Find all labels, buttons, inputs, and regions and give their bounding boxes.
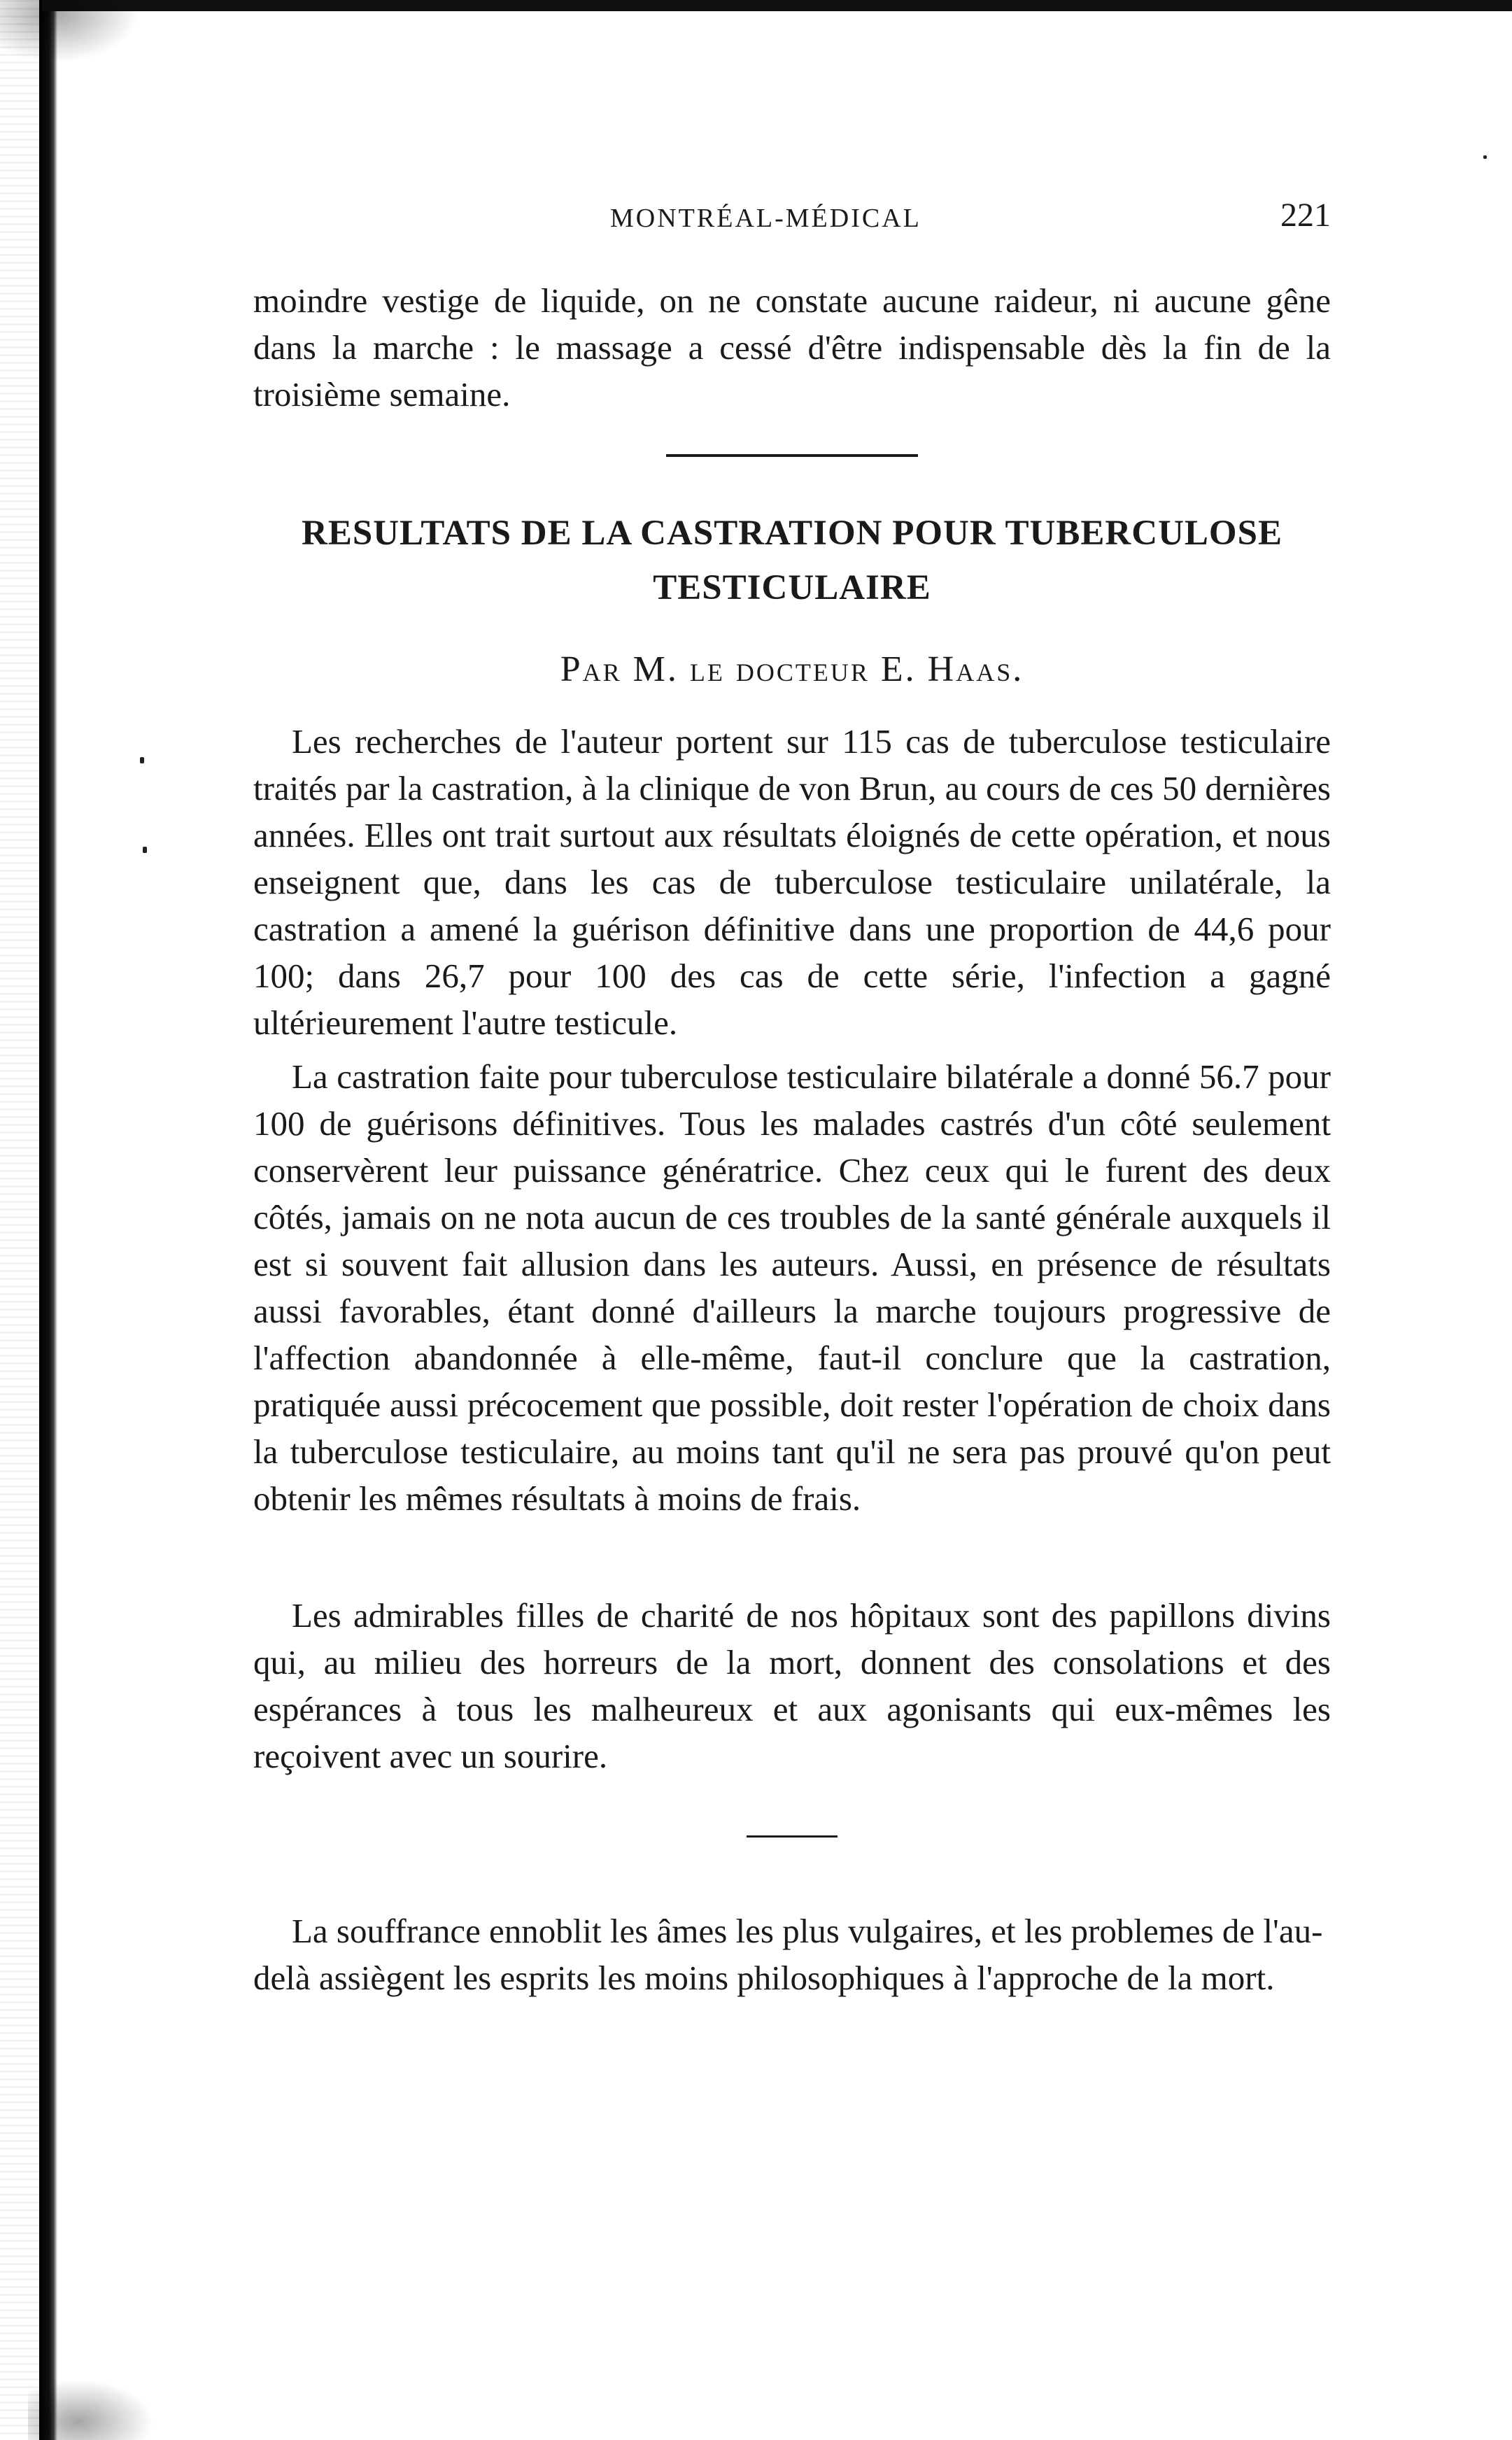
article-paragraph: Les recherches de l'auteur portent sur 115 cas de tuberculose testiculaire traités par la castration, à la clinique de von Brun, au cours de ces 50 dernières années. Elles ont trait surtout aux résultats éloignés de cette opération, et nous enseignent que, dans les cas de tuberculose testiculaire unilatérale, la castration a amené la guérison définitive dans une proportion de 44,6 pour 100; dans 26,7 pour 100 des cas de cette série, l'infection a gagné ultérieurement l'autre testicule.: [253, 722, 1331, 1042]
scan-corner-smudge-bottom: [28, 2379, 154, 2440]
scan-corner-smudge-top: [0, 0, 140, 63]
article-title-line: RESULTATS DE LA CASTRATION POUR TUBERCULOSE: [302, 514, 1283, 553]
scan-left-fringe: [0, 0, 42, 2440]
scan-left-edge: [39, 0, 57, 2440]
quote-paragraph: La souffrance ennoblit les âmes les plus vulgaires, et les problemes de l'au-delà assiègent les esprits les moins philosophiques à l'approche de la mort.: [253, 1912, 1323, 1997]
scan-top-edge: [42, 0, 1512, 11]
margin-speck: [140, 757, 144, 763]
article-paragraph: La castration faite pour tuberculose testiculaire bilatérale a donné 56.7 pour 100 de guérisons définitives. Tous les malades castrés d'un côté seulement conservèrent leur puissance génératrice. Chez ceux qui le furent des deux côtés, jamais on ne nota aucun de ces troubles de la santé générale auxquels il est si souvent fait allusion dans les auteurs. Aussi, en présence de résultats aussi favorables, étant donné d'ailleurs la marche toujours progressive de l'affection abandonnée à elle-même, faut-il conclure que la castration, pratiquée aussi précocement que possible, doit rester l'opération de choix dans la tuberculose testiculaire, au moins tant qu'il ne sera pas prouvé qu'on peut obtenir les mêmes résultats à moins de frais.: [253, 1057, 1331, 1518]
margin-speck: [1483, 155, 1487, 159]
article-title-line: TESTICULAIRE: [653, 568, 931, 607]
page-content: [253, 196, 1331, 2001]
article-title: [253, 506, 1331, 615]
running-head: [253, 196, 1331, 245]
quote-paragraph: Les admirables filles de charité de nos hôpitaux sont des papillons divins qui, au milieu des horreurs de la mort, donnent des consolations et des espérances à tous les malheureux et aux agonisants qui eux-mêmes les reçoivent avec un sourire.: [253, 1596, 1331, 1775]
article-byline: Par M. le docteur E. Haas.: [560, 649, 1024, 689]
section-divider: [666, 454, 918, 457]
margin-speck: [143, 847, 147, 853]
quote-divider: [747, 1835, 838, 1838]
journal-name: MONTRÉAL-MÉDICAL: [610, 204, 921, 233]
page-number: 221: [1280, 197, 1331, 234]
continuation-paragraph: moindre vestige de liquide, on ne constate aucune raideur, ni aucune gêne dans la marche : le massage a cessé d'être indispensable dès la fin de la troisième semaine.: [253, 281, 1331, 414]
